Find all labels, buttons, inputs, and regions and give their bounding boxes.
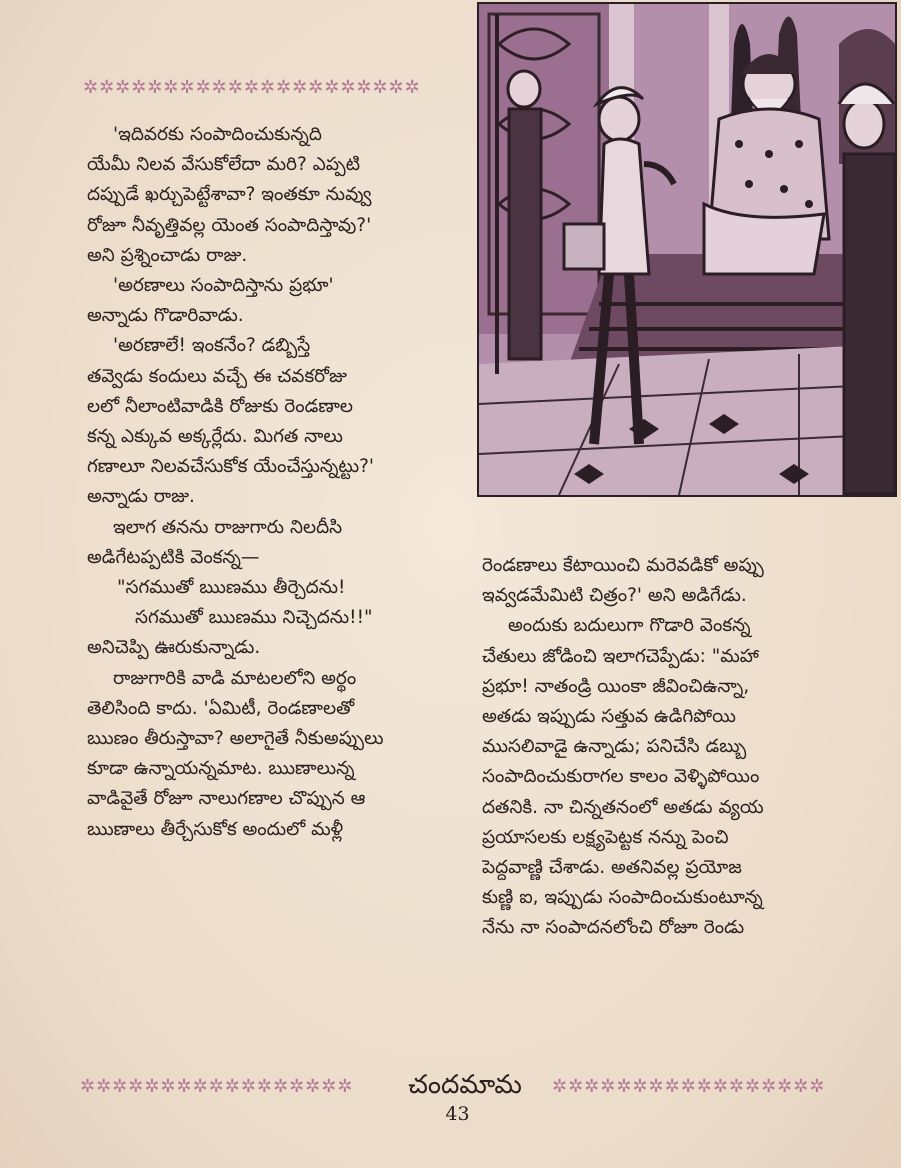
bottom-left-ornament: ✲✲✲✲✲✲✲✲✲✲✲✲✲✲✲✲✲ xyxy=(80,1077,354,1097)
text-line: అన్నాడు రాజు. xyxy=(87,486,195,508)
text-line: అందుకు బదులుగా గొడారి వెంకన్న xyxy=(508,615,751,637)
text-line: అన్నాడు గొడారివాడు. xyxy=(87,305,244,327)
text-line: ఇవ్వడమేమిటి చిత్రం?' అని అడిగేడు. xyxy=(482,585,747,607)
text-line: రోజూ నీవృత్తివల్ల యెంత సంపాదిస్తావు?' xyxy=(87,214,372,236)
magazine-title: చందమామ xyxy=(408,1070,522,1100)
text-line: అనిచెప్పి ఊరుకున్నాడు. xyxy=(87,637,261,659)
text-line: సగముతో ఋణము నిచ్చెదను!!" xyxy=(135,607,373,629)
court-scene-image xyxy=(479,4,895,495)
story-illustration xyxy=(477,2,897,497)
text-line: 'అరణాలు సంపాదిస్తాను ప్రభూ' xyxy=(113,275,334,297)
text-line: కూడా ఉన్నాయన్నమాట. ఋణాలున్న xyxy=(87,758,355,780)
text-line: యేమీ నిలవ వేసుకోలేదా మరి? ఎప్పటి xyxy=(87,154,360,176)
top-ornament-border: ✲✲✲✲✲✲✲✲✲✲✲✲✲✲✲✲✲✲✲✲✲ xyxy=(83,78,421,98)
text-line: తెలిసింది కాదు. 'ఏమిటీ, రెండణాలతో xyxy=(87,697,355,719)
text-line: ప్రయాసలకు లక్ష్యపెట్టక నన్ను పెంచి xyxy=(482,826,729,848)
text-line: రాజుగారికి వాడి మాటలలోని అర్థం xyxy=(113,667,357,689)
text-line: ప్రభూ! నాతండ్రి యింకా జీవించిఉన్నా, xyxy=(482,675,750,697)
text-line: సంపాదించుకురాగల కాలం వెళ్ళిపోయిం xyxy=(482,766,760,788)
text-line: పెద్దవాణ్ణి చేశాడు. అతనివల్ల ప్రయోజ xyxy=(482,857,742,879)
text-line: వాడివైతే రోజూ నాలుగణాల చొప్పున ఆ xyxy=(87,788,366,810)
text-line: కన్న ఎక్కువ అక్కర్లేదు. మిగత నాలు xyxy=(87,426,343,448)
page-number: 43 xyxy=(445,1103,470,1125)
text-line: అడిగేటప్పటికి వెంకన్న— xyxy=(87,546,260,568)
text-line: దప్పుడే ఖర్చుపెట్టేశావా? ఇంతకూ నువ్వు xyxy=(87,184,372,206)
text-line: ముసలివాడై ఉన్నాడు; పనిచేసి డబ్బు xyxy=(482,736,747,758)
text-line: ఋణం తీరుస్తావా? అలాగైతే నీకుఅప్పులు xyxy=(87,728,384,750)
left-text-column xyxy=(87,120,457,845)
text-line: 'ఇదివరకు సంపాదించుకున్నది xyxy=(113,124,322,145)
text-line: అని ప్రశ్నించాడు రాజు. xyxy=(87,244,248,266)
text-line: కుణ్ణి ఐ, ఇప్పుడు సంపాదించుకుంటూన్న xyxy=(482,887,763,909)
text-line: నేను నా సంపాదనలోంచి రోజూ రెండు xyxy=(482,917,745,939)
text-line: ఇలాగ తనను రాజుగారు నిలదీసి xyxy=(113,516,343,538)
text-line: తవ్వెడు కందులు వచ్చే ఈ చవకరోజు xyxy=(87,365,347,387)
text-line: 'అరణాలే! ఇంకనేం? డబ్బిస్తే xyxy=(113,335,311,357)
bottom-right-ornament: ✲✲✲✲✲✲✲✲✲✲✲✲✲✲✲✲✲ xyxy=(552,1077,826,1097)
text-line: దతనికి. నా చిన్నతనంలో అతడు వ్యయ xyxy=(482,796,764,818)
text-line: రెండణాలు కేటాయించి మరెవడికో అప్పు xyxy=(482,555,764,576)
text-line: చేతులు జోడించి ఇలాగచెప్పేడు: "మహా xyxy=(482,645,759,667)
text-line: లలో నీలాంటివాడికి రోజుకు రెండణాల xyxy=(87,395,354,417)
text-line: గణాలూ నిలవచేసుకోక యేంచేస్తున్నట్టు?' xyxy=(87,456,374,478)
text-line: "సగముతో ఋణము తీర్చెదను! xyxy=(117,577,346,599)
text-line: ఋణాలు తీర్చేసుకోక అందులో మళ్లీ xyxy=(87,818,344,840)
right-text-column xyxy=(482,551,842,944)
text-line: అతడు ఇప్పుడు సత్తువ ఉడిగిపోయి xyxy=(482,706,736,728)
